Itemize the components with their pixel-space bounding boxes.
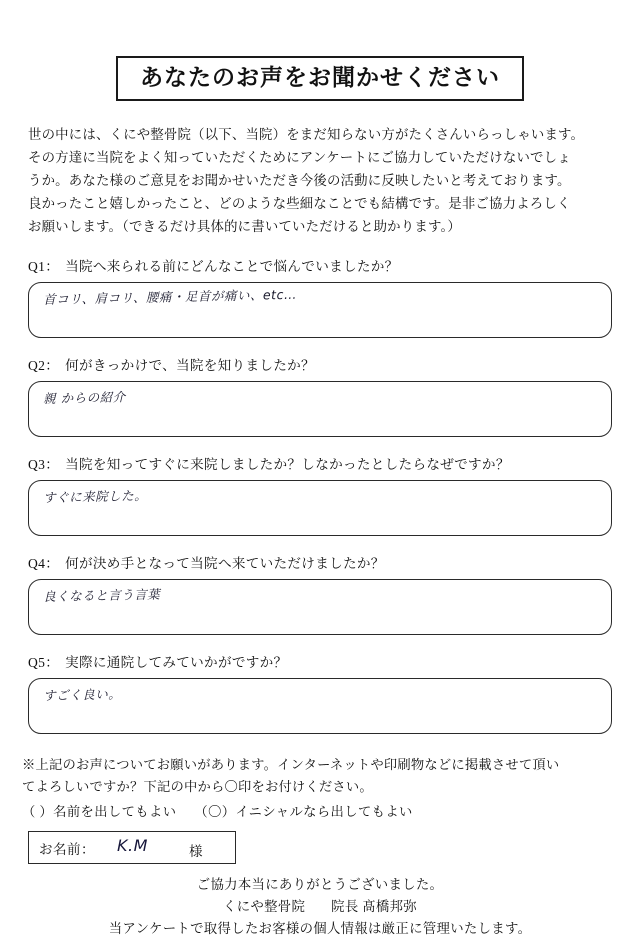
name-field[interactable] [28,831,236,864]
answer-field-2[interactable] [28,381,612,437]
name-row [28,831,640,864]
question-number-1: Q1： [28,258,60,274]
question-number-3: Q3： [28,456,60,472]
question-block-5 [28,651,612,734]
intro-line: 世の中には、くにや整骨院（以下、当院）をまだ知らない方がたくさんいらっしゃいます。 [28,127,585,143]
answer-handwriting-5: すごく良い。 [43,685,122,703]
question-text-3: 当院を知ってすぐに来院しましたか？しなかったとしたらなぜですか？ [65,456,510,472]
footer-clinic-name: くにや整骨院 [223,899,306,915]
answer-field-5[interactable] [28,678,612,734]
intro-line: その方達に当院をよく知っていただくためにアンケートにご協力していただけないでしょ [28,150,571,166]
consent-options [22,801,618,824]
question-label-5 [28,651,612,671]
answer-handwriting-1: 首コリ、肩コリ、腰痛・足首が痛い、etc… [43,286,298,307]
question-number-2: Q2： [28,357,60,373]
question-block-3 [28,453,612,536]
answer-field-3[interactable] [28,480,612,536]
name-value-handwriting: K.M [117,836,148,856]
question-label-1 [28,255,612,275]
question-label-4 [28,552,612,572]
consent-option-initials[interactable]: （〇）イニシャルなら出してもよい [194,803,413,819]
footer-director-name: 髙橋邦弥 [362,899,417,915]
answer-handwriting-4: 良くなると言う言葉 [43,586,161,604]
question-text-1: 当院へ来られる前にどんなことで悩んでいましたか？ [65,258,399,274]
footer-privacy-note: 当アンケートで取得したお客様の個人情報は厳正に管理いたします。 [108,920,532,936]
intro-line: うか。あなた様のご意見をお聞かせいただき今後の活動に反映したいと考えております。 [28,173,571,189]
answer-field-4[interactable] [28,579,612,635]
answer-field-1[interactable] [28,282,612,338]
publication-notice [22,754,618,824]
intro-line: 良かったこと嬉しかったこと、どのような些細なことでも結構です。是非ご協力よろしく [28,196,571,212]
notice-line: ※上記のお声についてお願いがあります。インターネットや印刷物などに掲載させて頂い [22,756,560,772]
footer-thanks: ご協力本当にありがとうございました。 [196,877,444,893]
consent-option-full-name[interactable]: （ ）名前を出してもよい [22,803,177,819]
footer-director-title: 院長 [331,899,359,915]
answer-handwriting-2: 親 からの紹介 [43,388,126,406]
answer-handwriting-3: すぐに来院した。 [43,487,148,505]
question-number-5: Q5： [28,654,60,670]
intro-paragraph [28,123,612,238]
page-title-container [0,56,640,101]
name-suffix: 様 [189,844,203,860]
form-footer [0,874,640,939]
question-text-5: 実際に通院してみていかがですか？ [65,654,288,670]
question-text-2: 何がきっかけで、当院を知りましたか？ [65,357,315,373]
name-label: お名前： [39,841,95,857]
notice-line: てよろしいですか？下記の中から〇印をお付けください。 [22,779,373,795]
question-label-2 [28,354,612,374]
question-block-1 [28,255,612,338]
question-block-4 [28,552,612,635]
question-text-4: 何が決め手となって当院へ来ていただけましたか？ [65,555,385,571]
footer-clinic-line [0,896,640,918]
intro-line: お願いします。（できるだけ具体的に書いていただけると助かります。） [28,219,461,235]
question-label-3 [28,453,612,473]
question-block-2 [28,354,612,437]
question-number-4: Q4： [28,555,60,571]
page-title: あなたのお声をお聞かせください [116,56,524,101]
